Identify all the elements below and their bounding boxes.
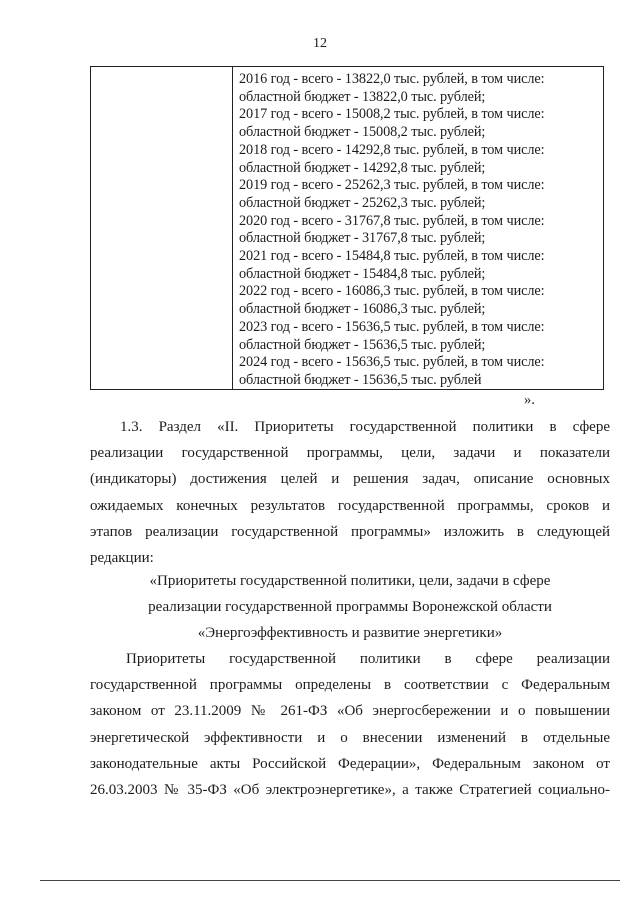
- closing-quote: ».: [524, 392, 535, 408]
- heading-line: «Энергоэффективность и развитие энергетики»: [197, 625, 503, 642]
- paragraph-line: Приоритеты государственной политики в сфере реализации: [126, 651, 610, 667]
- heading-line: реализации государственной программы Воронежской области: [148, 599, 552, 616]
- page-number: 12: [313, 36, 327, 51]
- funding-line: областной бюджет - 15636,5 тыс. рублей: [239, 371, 482, 388]
- section-heading: [90, 568, 610, 647]
- funding-line: 2022 год - всего - 16086,3 тыс. рублей, в том числе:: [239, 283, 545, 300]
- paragraph-line: законом от 23.11.2009 № 261-ФЗ «Об энергосбережении и о повышении: [90, 703, 610, 720]
- funding-line: 2017 год - всего - 15008,2 тыс. рублей, в том числе:: [239, 106, 545, 123]
- paragraph-line: 26.03.2003 № 35-ФЗ «Об электроэнергетике», а также Стратегией социально-: [90, 782, 610, 799]
- paragraph-line: законодательные акты Российской Федерации», Федеральным законом от: [90, 755, 610, 772]
- paragraph-line: энергетической эффективности и о внесении изменений в отдельные: [90, 729, 610, 746]
- funding-line: областной бюджет - 15484,8 тыс. рублей;: [239, 265, 486, 282]
- paragraph-line: 1.3. Раздел «II. Приоритеты государственной политики в сфере: [120, 419, 610, 435]
- funding-line: 2016 год - всего - 13822,0 тыс. рублей, в том числе:: [239, 71, 545, 87]
- funding-line: 2023 год - всего - 15636,5 тыс. рублей, в том числе:: [239, 318, 545, 335]
- paragraph-line: ожидаемых конечных результатов государственной программы, сроков и: [90, 497, 610, 514]
- paragraph-line: (индикаторы) достижения целей и решения задач, описание основных: [90, 471, 610, 488]
- paragraph-line: реализации государственной программы, цели, задачи и показатели: [90, 445, 610, 462]
- funding-line: областной бюджет - 14292,8 тыс. рублей;: [239, 159, 486, 176]
- table-right-cell: [239, 71, 599, 390]
- priorities-paragraph: [90, 646, 610, 803]
- heading-line: «Приоритеты государственной политики, цели, задачи в сфере: [149, 573, 551, 589]
- funding-line: областной бюджет - 16086,3 тыс. рублей;: [239, 301, 486, 318]
- funding-line: 2019 год - всего - 25262,3 тыс. рублей, в том числе:: [239, 177, 545, 194]
- funding-line: областной бюджет - 15008,2 тыс. рублей;: [239, 124, 486, 141]
- funding-table: [90, 66, 604, 390]
- paragraph-line: редакции:: [90, 550, 154, 567]
- bottom-rule: [40, 880, 620, 881]
- table-left-cell: [91, 67, 233, 389]
- funding-line: 2024 год - всего - 15636,5 тыс. рублей, в том числе:: [239, 354, 545, 371]
- funding-line: областной бюджет - 15636,5 тыс. рублей;: [239, 336, 486, 353]
- funding-line: 2018 год - всего - 14292,8 тыс. рублей, в том числе:: [239, 141, 545, 158]
- funding-line: 2020 год - всего - 31767,8 тыс. рублей, в том числе:: [239, 212, 545, 229]
- funding-line: областной бюджет - 13822,0 тыс. рублей;: [239, 88, 486, 105]
- paragraph-line: государственной программы определены в соответствии с Федеральным: [90, 677, 610, 694]
- paragraph-line: этапов реализации государственной программы» изложить в следующей: [90, 523, 610, 540]
- funding-line: 2021 год - всего - 15484,8 тыс. рублей, в том числе:: [239, 248, 545, 265]
- funding-line: областной бюджет - 25262,3 тыс. рублей;: [239, 194, 486, 211]
- funding-line: областной бюджет - 31767,8 тыс. рублей;: [239, 230, 486, 247]
- amendment-paragraph: [90, 414, 610, 571]
